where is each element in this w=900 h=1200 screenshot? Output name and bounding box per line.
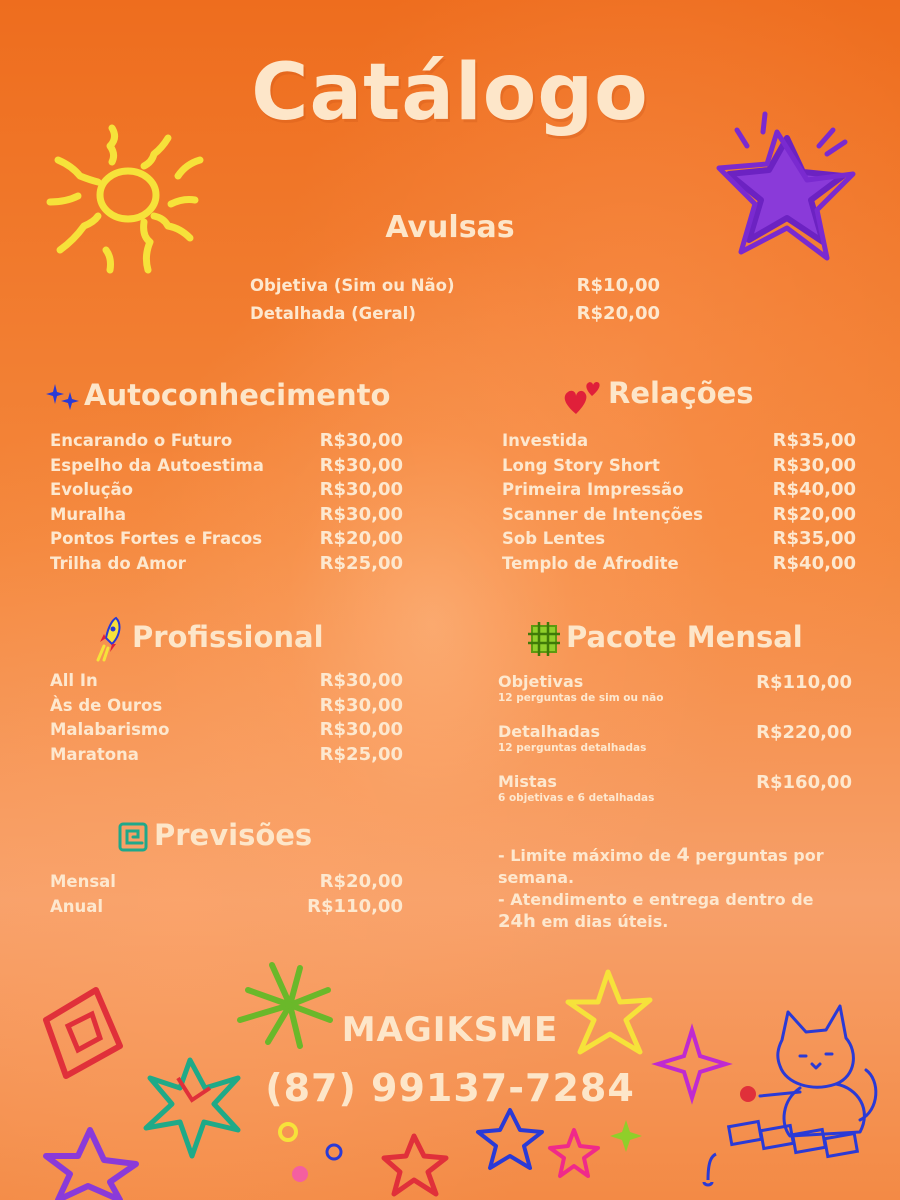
item-price: R$30,00 — [319, 479, 403, 501]
item-name: Anual — [50, 896, 104, 916]
item-price: R$30,00 — [319, 430, 403, 451]
item-price: R$40,00 — [772, 479, 856, 501]
item-name: Pontos Fortes e Fracos — [50, 529, 263, 549]
item-name: Muralha — [50, 504, 126, 524]
item-name: Malabarismo — [50, 720, 170, 740]
list-item — [498, 722, 852, 772]
list-item — [50, 895, 403, 920]
hearts-icon — [562, 374, 604, 416]
list-item — [50, 503, 403, 528]
note-line: - Atendimento e entrega dentro de — [498, 890, 814, 909]
section-heading-profissional: Profissional — [132, 620, 324, 654]
brand-name: MAGIKSME — [341, 1010, 559, 1050]
package-description: 12 perguntas detalhadas — [498, 742, 647, 754]
page-title: Catálogo — [251, 48, 649, 138]
item-price: R$10,00 — [576, 275, 660, 296]
item-name: Detalhada (Geral) — [250, 304, 416, 323]
list-item — [50, 478, 403, 503]
package-price: R$220,00 — [756, 722, 852, 743]
item-price: R$20,00 — [576, 303, 660, 324]
pacote-list — [498, 672, 852, 822]
note-highlight: 24h — [498, 911, 536, 932]
list-item — [502, 527, 856, 552]
list-item — [50, 429, 403, 454]
list-item — [50, 870, 403, 895]
item-price: R$110,00 — [307, 895, 403, 917]
item-name: Espelho da Autoestima — [50, 455, 264, 475]
list-item — [498, 672, 852, 722]
item-price: R$30,00 — [319, 454, 403, 476]
item-price: R$35,00 — [772, 528, 856, 550]
item-name: Objetiva (Sim ou Não) — [250, 276, 455, 295]
item-name: Evolução — [50, 480, 134, 500]
list-item — [50, 743, 403, 768]
package-description: 6 objetivas e 6 detalhadas — [498, 792, 655, 804]
item-price: R$35,00 — [772, 430, 856, 451]
spiral-icon — [118, 822, 148, 852]
list-item — [502, 429, 856, 454]
list-item — [50, 527, 403, 552]
calendar-grid-icon — [528, 622, 560, 656]
list-item — [250, 272, 660, 300]
item-price: R$30,00 — [319, 719, 403, 741]
item-price: R$30,00 — [319, 694, 403, 716]
package-price: R$110,00 — [756, 672, 852, 693]
package-name: Objetivas — [498, 672, 584, 691]
item-price: R$40,00 — [772, 552, 856, 574]
list-item — [502, 503, 856, 528]
note-line: - Limite máximo de 4 perguntas por — [498, 844, 824, 866]
list-item — [498, 772, 852, 822]
item-name: Trilha do Amor — [50, 553, 186, 573]
package-description: 12 perguntas de sim ou não — [498, 692, 664, 704]
xylophone-doodle — [729, 1122, 858, 1157]
item-price: R$30,00 — [319, 670, 403, 691]
section-heading-pacote-mensal: Pacote Mensal — [566, 620, 803, 654]
list-item — [50, 669, 403, 694]
item-price: R$20,00 — [319, 871, 403, 892]
sparkle-icon — [46, 382, 80, 412]
avulsas-list — [250, 272, 660, 328]
profissional-list — [50, 669, 403, 767]
note-line: semana. — [498, 868, 575, 887]
item-name: Encarando o Futuro — [50, 431, 233, 450]
item-price: R$25,00 — [319, 552, 403, 574]
item-name: Templo de Afrodite — [502, 553, 679, 573]
list-item — [50, 718, 403, 743]
item-name: Sob Lentes — [502, 529, 606, 549]
list-item — [502, 552, 856, 577]
section-heading-avulsas: Avulsas — [385, 210, 515, 245]
item-price: R$30,00 — [772, 454, 856, 476]
item-price: R$20,00 — [772, 503, 856, 525]
previsoes-list — [50, 870, 403, 919]
list-item — [50, 552, 403, 577]
item-name: Investida — [502, 431, 589, 450]
item-price: R$20,00 — [319, 528, 403, 550]
list-item — [250, 300, 660, 328]
item-name: All In — [50, 671, 98, 690]
note-highlight: 4 — [676, 844, 690, 866]
relacoes-list — [502, 429, 856, 577]
item-name: Primeira Impressão — [502, 480, 684, 500]
terms-notes — [498, 844, 868, 933]
item-name: Maratona — [50, 744, 139, 764]
note-line: 24h em dias úteis. — [498, 911, 669, 932]
item-price: R$30,00 — [319, 503, 403, 525]
package-price: R$160,00 — [756, 772, 852, 793]
section-heading-autoconhecimento: Autoconhecimento — [84, 378, 391, 412]
list-item — [502, 454, 856, 479]
package-name: Detalhadas — [498, 722, 601, 741]
package-name: Mistas — [498, 772, 557, 791]
list-item — [50, 694, 403, 719]
item-price: R$25,00 — [319, 743, 403, 765]
autoconhecimento-list — [50, 429, 403, 577]
star-icon — [715, 110, 865, 270]
list-item — [50, 454, 403, 479]
item-name: Às de Ouros — [50, 695, 163, 715]
item-name: Mensal — [50, 872, 116, 891]
item-name: Scanner de Intenções — [502, 504, 703, 524]
sun-icon — [40, 120, 210, 280]
list-item — [502, 478, 856, 503]
section-heading-relacoes: Relações — [608, 376, 754, 410]
section-heading-previsoes: Previsões — [154, 818, 313, 852]
item-name: Long Story Short — [502, 455, 660, 475]
phone-number[interactable]: (87) 99137-7284 — [265, 1066, 635, 1110]
rocket-icon — [96, 616, 126, 662]
